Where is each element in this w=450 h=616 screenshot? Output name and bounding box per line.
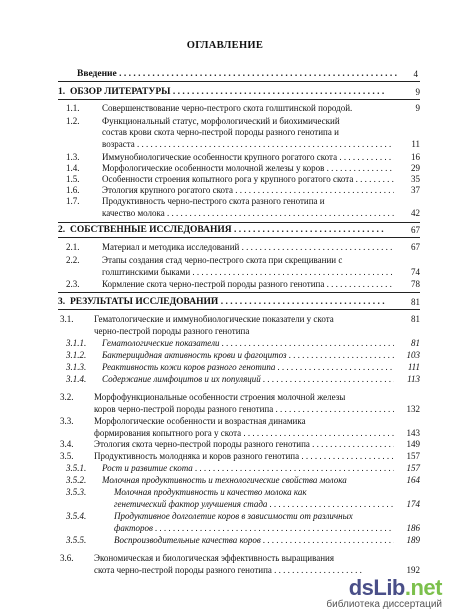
toc-entry-page: 67 bbox=[411, 242, 420, 252]
toc-entry-label-line: коров черно-пестрой породы разного генотипа . . . bbox=[94, 404, 394, 414]
toc-number: 3.1.1. bbox=[66, 338, 87, 348]
toc-entry-label: СОБСТВЕННЫЕ ИССЛЕДОВАНИЯ . . . bbox=[70, 225, 386, 235]
toc-entry-label: Материал и методика исследований . . . bbox=[102, 242, 394, 252]
toc-entry-label: Содержание лимфоцитов и их популяций . . . bbox=[102, 374, 394, 384]
toc-number: 3.4. bbox=[60, 439, 74, 449]
watermark-logo-main: dsLib bbox=[348, 575, 405, 600]
toc-entry-3-1 bbox=[58, 314, 420, 336]
toc-number: 2.3. bbox=[66, 279, 80, 289]
toc-entry-label: Бактерицидная активность крови и фагоцитоз . . . bbox=[102, 350, 394, 360]
watermark bbox=[326, 575, 442, 610]
toc-entry-label-line: черно-пестрой породы разного генотипа bbox=[94, 326, 250, 336]
toc-entry-label-line: возраста . . . bbox=[102, 139, 394, 149]
toc-entry-label-line: состав крови скота черно-пестрой породы разного генотипа и bbox=[102, 127, 339, 137]
toc-entry-page: 81 bbox=[411, 297, 420, 307]
toc-number: 3.5.4. bbox=[66, 511, 87, 521]
watermark-logo-tld: .net bbox=[404, 575, 442, 600]
divider bbox=[58, 292, 420, 293]
toc-entry-label-line: формирования копытного рога у скота . . . bbox=[94, 428, 394, 438]
toc-entry-label-line: генетический фактор улучшения стада . . . bbox=[114, 499, 394, 509]
toc-entry-label-line: скота черно-пестрой породы разного генотипа . . . bbox=[94, 565, 364, 575]
toc-entry-page: 9 bbox=[415, 103, 420, 113]
toc-number: 1.1. bbox=[66, 103, 80, 113]
toc-entry-1-2 bbox=[58, 116, 420, 148]
toc-entry-label: Особенности строения копытного рога у крупного рогатого скота . . . bbox=[102, 174, 394, 184]
toc-number: 3.6. bbox=[60, 553, 74, 563]
toc-number: 3.1.4. bbox=[66, 374, 87, 384]
toc-number: 2. bbox=[58, 225, 66, 235]
toc-entry-label: Продуктивность молодняка и коров разного генотипа . . . bbox=[94, 451, 394, 461]
toc-entry-page: 132 bbox=[406, 404, 420, 414]
divider bbox=[58, 309, 420, 310]
toc-number: 2.1. bbox=[66, 242, 80, 252]
toc-number: 3.5.3. bbox=[66, 487, 87, 497]
toc-entry-label-line: Продуктивное долголетие коров в зависимости от различных bbox=[114, 511, 353, 521]
toc-entry-page: 149 bbox=[406, 439, 420, 449]
toc-number: 1.6. bbox=[66, 185, 80, 195]
toc-entry-label-line: Функциональный статус, морфологический и биохимический bbox=[102, 116, 340, 126]
divider bbox=[58, 99, 420, 100]
toc-entry-page: 42 bbox=[411, 208, 420, 218]
toc-entry-page: 29 bbox=[411, 163, 420, 173]
toc-entry-label-line: Экономическая и биологическая эффективность выращивания bbox=[94, 553, 335, 563]
toc-entry-3-5-4 bbox=[58, 511, 420, 533]
toc-entry-label: Гематологические показатели . . . bbox=[102, 338, 394, 348]
toc-entry-label-line: Этапы создания стад черно-пестрого скота при скрещивании с bbox=[102, 255, 343, 265]
toc-number: 1.2. bbox=[66, 116, 80, 126]
toc-entry-page: 11 bbox=[411, 139, 420, 149]
toc-entry-label-line: качество молока . . . bbox=[102, 208, 394, 218]
toc-entry-label: Воспроизводительные качества коров . . . bbox=[114, 535, 394, 545]
watermark-caption: библиотека диссертаций bbox=[326, 599, 442, 610]
toc-entry-label-line: Гематологические и иммунобиологические показатели у скота bbox=[94, 314, 334, 324]
toc-number: 3.5. bbox=[60, 451, 74, 461]
toc-entry-label-line: Молочная продуктивность и качество молока как bbox=[114, 487, 307, 497]
toc-number: 3.1.3. bbox=[66, 362, 87, 372]
toc-number: 1. bbox=[58, 87, 66, 97]
toc-entry-label: Совершенствование черно-пестрого скота голштинской породой. bbox=[102, 103, 353, 113]
page-title: ОГЛАВЛЕНИЕ bbox=[186, 40, 264, 51]
toc-entry-page: 16 bbox=[411, 152, 420, 162]
toc-number: 3.1.2. bbox=[66, 350, 87, 360]
divider bbox=[58, 237, 420, 238]
toc-number: 1.4. bbox=[66, 163, 80, 173]
toc-entry-page: 103 bbox=[406, 350, 420, 360]
toc-entry-label-line: факторов . . . bbox=[114, 523, 394, 533]
toc-entry-page: 157 bbox=[406, 451, 420, 461]
toc-entry-page: 4 bbox=[413, 69, 418, 79]
toc-entry-page: 81 bbox=[411, 314, 420, 324]
toc-number: 1.5. bbox=[66, 174, 80, 184]
toc-number: 3.5.5. bbox=[66, 535, 87, 545]
toc-entry-3-5-3 bbox=[58, 487, 420, 509]
toc-entry-label: Этология скота черно-пестрой породы разного генотипа . . . bbox=[94, 439, 394, 449]
toc-entry-page: 143 bbox=[406, 428, 420, 438]
toc-entry-3-3 bbox=[58, 416, 420, 438]
toc-entry-page: 111 bbox=[407, 362, 420, 372]
toc-number: 2.2. bbox=[66, 255, 80, 265]
toc-entry-label: Кормление скота черно-пестрой породы разного генотипа . . . bbox=[102, 279, 394, 289]
toc-entry-label: РЕЗУЛЬТАТЫ ИССЛЕДОВАНИЙ . . . bbox=[70, 297, 386, 307]
toc-entry-label: Этология крупного рогатого скота . . . bbox=[102, 185, 394, 195]
toc-entry-1-7 bbox=[58, 196, 420, 218]
toc-entry-label: Морфологические особенности молочной железы у коров . . . bbox=[102, 163, 394, 173]
divider bbox=[58, 81, 420, 82]
toc-entry-label: ОБЗОР ЛИТЕРАТУРЫ . . . bbox=[70, 87, 386, 97]
toc-entry-page: 164 bbox=[406, 475, 420, 485]
toc-entry-page: 78 bbox=[411, 279, 420, 289]
toc-entry-label: Реактивность кожи коров разного генотипа . . . bbox=[102, 362, 394, 372]
toc-entry-label: Иммунобиологические особенности крупного рогатого скота . . . bbox=[102, 152, 394, 162]
toc-entry-page: 189 bbox=[406, 535, 420, 545]
toc-entry-label: Введение . . . bbox=[77, 69, 397, 79]
toc-entry-page: 35 bbox=[411, 174, 420, 184]
toc-entry-page: 67 bbox=[411, 225, 420, 235]
toc-entry-page: 74 bbox=[411, 267, 420, 277]
toc-entry-page: 113 bbox=[407, 374, 420, 384]
toc-number: 3.5.1. bbox=[66, 463, 87, 473]
toc-entry-page: 192 bbox=[406, 565, 420, 575]
toc-entry-page: 174 bbox=[406, 499, 420, 509]
toc-entry-label-line: голштинскими быками . . . bbox=[102, 267, 394, 277]
toc-entry-page: 9 bbox=[415, 87, 420, 97]
toc-entry-3-6 bbox=[58, 553, 420, 575]
toc-entry-label-line: Продуктивность черно-пестрого скота разного генотипа и bbox=[102, 196, 325, 206]
toc-number: 3. bbox=[58, 297, 66, 307]
toc-number: 1.7. bbox=[66, 196, 80, 206]
toc-entry-3-2 bbox=[58, 392, 420, 414]
toc-entry-page: 157 bbox=[406, 463, 420, 473]
toc-entry-page: 37 bbox=[411, 185, 420, 195]
toc-number: 3.3. bbox=[60, 416, 74, 426]
toc-entry-2-2 bbox=[58, 255, 420, 277]
toc-number: 3.1. bbox=[60, 314, 74, 324]
toc-entry-label-line: Морфофункциональные особенности строения молочной железы bbox=[94, 392, 346, 402]
toc-entry-page: 186 bbox=[406, 523, 420, 533]
toc-entry-page: 81 bbox=[411, 338, 420, 348]
toc-entry-label: Молочная продуктивность и технологические свойства молока bbox=[102, 475, 347, 485]
toc-entry-label-line: Морфологические особенности и возрастная динамика bbox=[94, 416, 306, 426]
toc-entry-label: Рост и развитие скота . . . bbox=[102, 463, 394, 473]
toc-number: 3.2. bbox=[60, 392, 74, 402]
watermark-logo bbox=[326, 575, 442, 601]
divider bbox=[58, 222, 420, 223]
toc-number: 1.3. bbox=[66, 152, 80, 162]
toc-number: 3.5.2. bbox=[66, 475, 87, 485]
